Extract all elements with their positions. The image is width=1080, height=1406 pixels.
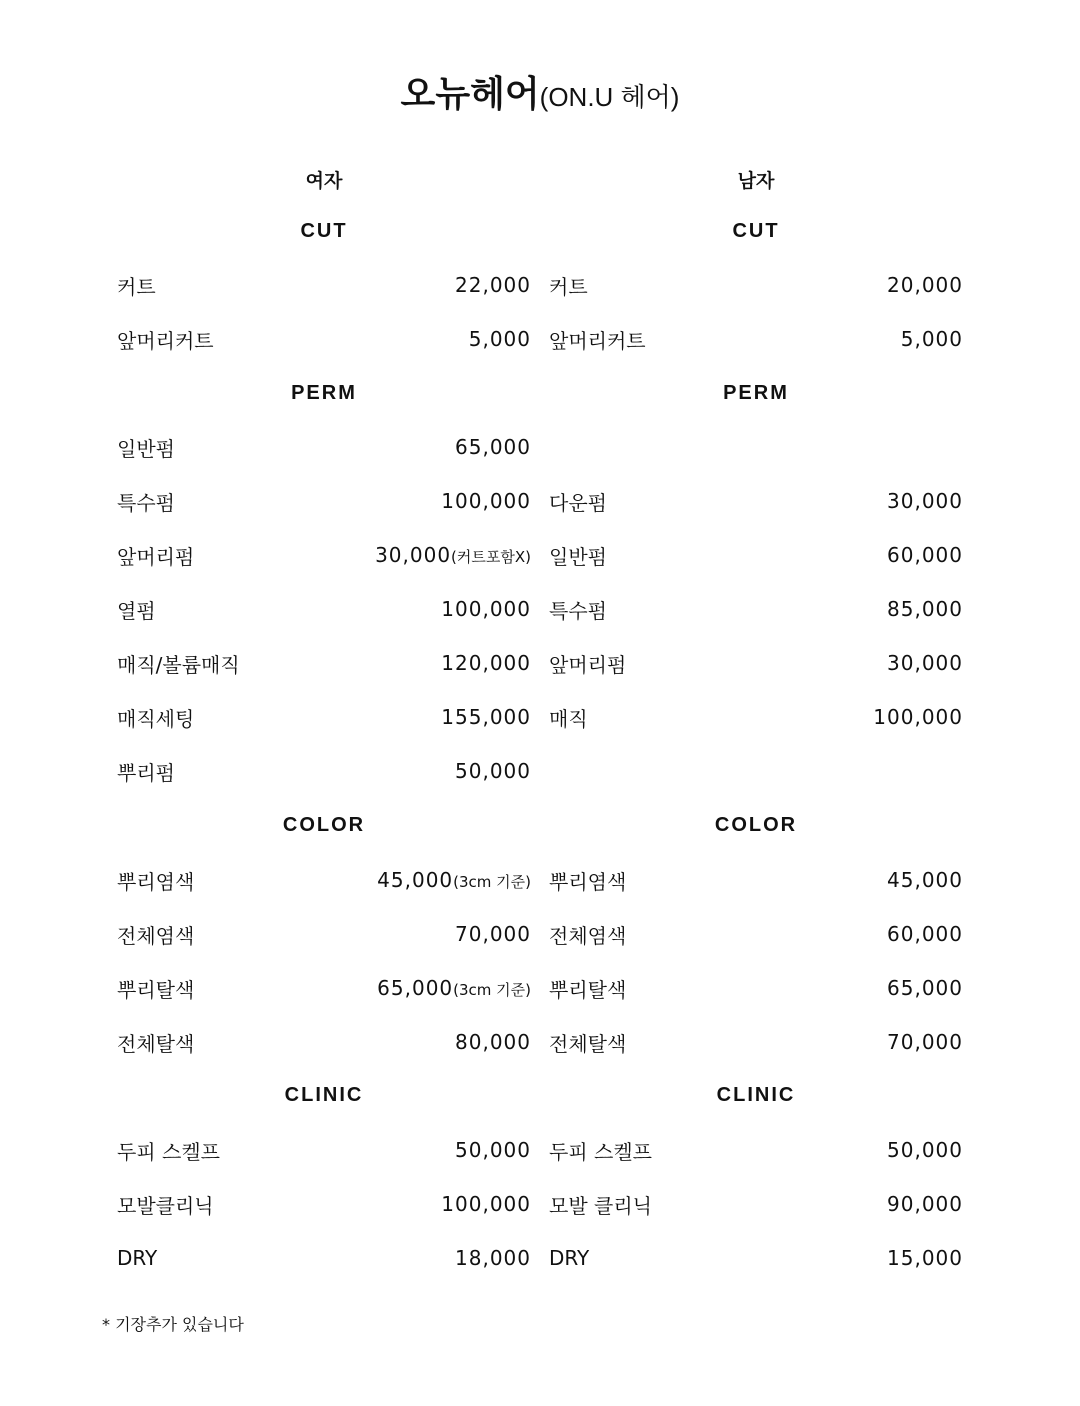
service-name: 커트 <box>549 274 588 299</box>
service-price: 120,000 <box>441 651 531 675</box>
service-name: 뿌리펌 <box>117 760 175 785</box>
women-price-row <box>117 1123 531 1177</box>
service-name: 특수펌 <box>549 598 607 623</box>
men-clinic-heading: CLINIC <box>716 1084 796 1106</box>
service-price: 90,000 <box>887 1192 963 1216</box>
service-price: 100,000 <box>441 1192 531 1216</box>
service-price: 60,000 <box>887 922 963 946</box>
service-name: 두피 스켈프 <box>549 1139 652 1164</box>
service-price: 5,000 <box>468 327 531 351</box>
service-price: 5,000 <box>900 327 963 351</box>
service-price: 22,000 <box>455 273 531 297</box>
women-price-row <box>117 690 531 744</box>
service-price: 70,000 <box>887 1030 963 1054</box>
page-title <box>0 66 1080 117</box>
women-cut-heading: CUT <box>300 220 348 242</box>
service-price: 85,000 <box>887 597 963 621</box>
women-color-heading: COLOR <box>282 814 366 836</box>
men-price-row <box>549 258 963 312</box>
men-price-row <box>549 1015 963 1069</box>
service-price: 65,000(3cm 기준) <box>377 976 531 1000</box>
service-name: 모발클리닉 <box>117 1193 214 1218</box>
service-name: 매직세팅 <box>117 706 195 731</box>
salon-name-sub: (ON.U 헤어) <box>539 82 680 112</box>
service-price: 30,000 <box>887 651 963 675</box>
women-price-row <box>117 1177 531 1231</box>
men-cut-heading: CUT <box>732 220 780 242</box>
service-price: 65,000 <box>887 976 963 1000</box>
service-name: 앞머리커트 <box>117 328 214 353</box>
men-header: 남자 <box>737 170 775 192</box>
service-name: 뿌리염색 <box>549 869 627 894</box>
service-name: 앞머리커트 <box>549 328 646 353</box>
service-price: 50,000 <box>455 1138 531 1162</box>
men-price-row <box>549 582 963 636</box>
service-price: 65,000 <box>455 435 531 459</box>
men-price-row <box>549 528 963 582</box>
service-price: 18,000 <box>455 1246 531 1270</box>
service-name: 뿌리탈색 <box>549 977 627 1002</box>
women-price-row <box>117 1231 531 1285</box>
service-name: 전체염색 <box>117 923 195 948</box>
men-price-row <box>549 1123 963 1177</box>
women-price-row <box>117 853 531 907</box>
service-name: 일반펌 <box>117 436 175 461</box>
service-price: 45,000(3cm 기준) <box>377 868 531 892</box>
service-price: 45,000 <box>887 868 963 892</box>
women-perm-heading: PERM <box>291 382 357 404</box>
service-name: 모발 클리닉 <box>549 1193 652 1218</box>
men-perm-heading: PERM <box>723 382 789 404</box>
women-price-row <box>117 744 531 798</box>
service-name: 매직/볼륨매직 <box>117 652 240 677</box>
men-price-row <box>549 474 963 528</box>
women-price-row <box>117 474 531 528</box>
women-price-row <box>117 258 531 312</box>
footnote: * 기장추가 있습니다 <box>102 1315 244 1334</box>
men-color-heading: COLOR <box>714 814 798 836</box>
men-price-row <box>549 1231 963 1285</box>
service-price: 30,000(커트포함X) <box>375 543 531 567</box>
service-price: 20,000 <box>887 273 963 297</box>
service-price: 100,000 <box>873 705 963 729</box>
men-price-row <box>549 636 963 690</box>
service-name: 특수펌 <box>117 490 175 515</box>
service-name: DRY <box>549 1246 590 1270</box>
service-price: 15,000 <box>887 1246 963 1270</box>
women-price-row <box>117 582 531 636</box>
service-name: 두피 스켈프 <box>117 1139 220 1164</box>
salon-name: 오뉴헤어 <box>400 74 540 115</box>
service-price: 70,000 <box>455 922 531 946</box>
women-price-row <box>117 636 531 690</box>
service-price: 30,000 <box>887 489 963 513</box>
women-clinic-heading: CLINIC <box>284 1084 364 1106</box>
service-price: 100,000 <box>441 597 531 621</box>
service-price: 155,000 <box>441 705 531 729</box>
service-name: 뿌리탈색 <box>117 977 195 1002</box>
service-name: 열펌 <box>117 598 156 623</box>
service-name: 매직 <box>549 706 588 731</box>
men-price-row <box>549 907 963 961</box>
service-name: 커트 <box>117 274 156 299</box>
service-price: 80,000 <box>455 1030 531 1054</box>
women-price-row <box>117 961 531 1015</box>
service-name: 앞머리펌 <box>117 544 195 569</box>
service-price: 60,000 <box>887 543 963 567</box>
women-price-row <box>117 1015 531 1069</box>
service-name: 일반펌 <box>549 544 607 569</box>
service-price: 100,000 <box>441 489 531 513</box>
service-name: 전체탈색 <box>549 1031 627 1056</box>
men-price-row <box>549 853 963 907</box>
women-price-row <box>117 420 531 474</box>
men-price-row <box>549 961 963 1015</box>
men-price-row <box>549 1177 963 1231</box>
women-price-row <box>117 907 531 961</box>
men-price-row <box>549 690 963 744</box>
service-name: 앞머리펌 <box>549 652 627 677</box>
service-name: 뿌리염색 <box>117 869 195 894</box>
women-price-row <box>117 528 531 582</box>
service-name: 전체탈색 <box>117 1031 195 1056</box>
service-price: 50,000 <box>887 1138 963 1162</box>
women-header: 여자 <box>305 170 343 192</box>
service-name: 다운펌 <box>549 490 607 515</box>
service-name: DRY <box>117 1246 158 1270</box>
men-price-row <box>549 312 963 366</box>
service-name: 전체염색 <box>549 923 627 948</box>
women-price-row <box>117 312 531 366</box>
service-price: 50,000 <box>455 759 531 783</box>
